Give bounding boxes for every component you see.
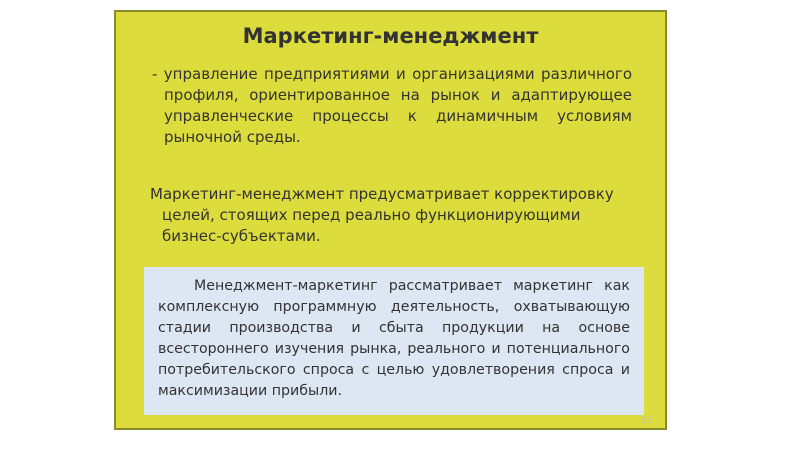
definition-line: профиля, ориентированное на рынок и адаптирующее (164, 86, 632, 104)
box-line: стадии производства и сбыта продукции на основе (158, 320, 630, 336)
box-line: комплексную программную деятельность, охватывающую (158, 299, 630, 315)
page-number: 83 (640, 415, 653, 426)
correction-line: бизнес-субъектами. (162, 227, 321, 245)
definition-line: управленческие процессы к динамичным условиям (164, 107, 632, 125)
slide-title: Маркетинг-менеджмент (242, 24, 539, 48)
box-line: всестороннего изучения рынка, реального и потенциального (158, 341, 630, 357)
slide (114, 10, 667, 430)
correction-line: целей, стоящих перед реально функционирующими (162, 206, 581, 224)
highlight-box (144, 267, 644, 415)
definition-line: рыночной среды. (164, 128, 301, 146)
box-line: потребительского спроса с целью удовлетворения спроса и (158, 362, 630, 378)
box-line: максимизации прибыли. (158, 383, 343, 399)
box-paragraph (158, 276, 630, 402)
definition-line: - управление предприятиями и организациями различного (152, 65, 632, 83)
definition-paragraph (152, 64, 632, 148)
box-line: Менеджмент-маркетинг рассматривает маркетинг как (194, 278, 630, 294)
correction-line: Маркетинг-менеджмент предусматривает корректировку (150, 185, 614, 203)
correction-paragraph (150, 184, 640, 247)
